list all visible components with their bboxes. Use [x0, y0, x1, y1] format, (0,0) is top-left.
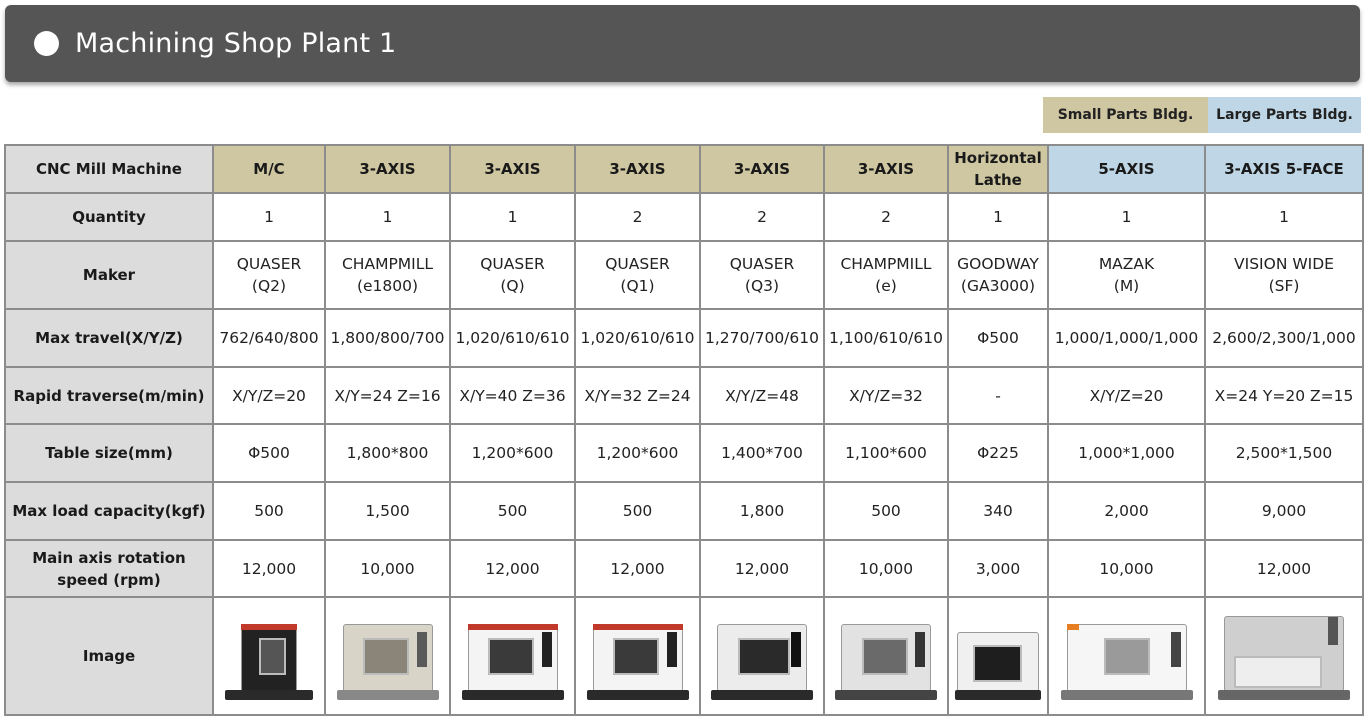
row-label-rapid: Rapid traverse(m/min) [5, 367, 213, 424]
maker-model: (GA3000) [960, 277, 1036, 295]
table-cell: 9,000 [1205, 482, 1363, 540]
table-row-image [5, 597, 1363, 715]
maker-name: QUASER [236, 255, 302, 273]
table-cell: 1,800 [700, 482, 824, 540]
maker-model: (Q1) [620, 277, 655, 295]
cnc-machine-photo [333, 610, 443, 702]
column-header: 3-AXIS [325, 145, 450, 193]
table-cell: X/Y/Z=48 [700, 367, 824, 424]
table-cell [575, 597, 700, 715]
table-cell: 2 [824, 193, 948, 241]
table-cell: 12,000 [213, 540, 325, 597]
table-cell: 10,000 [325, 540, 450, 597]
table-cell: 500 [450, 482, 575, 540]
cnc-machine-photo [953, 610, 1043, 702]
table-cell: 1,020/610/610 [575, 309, 700, 367]
table-cell: X/Y=32 Z=24 [575, 367, 700, 424]
table-cell [824, 241, 948, 309]
table-cell: 2,000 [1048, 482, 1205, 540]
table-cell [1205, 597, 1363, 715]
column-header: 3-AXIS [824, 145, 948, 193]
table-row-maker [5, 241, 1363, 309]
table-row-spindle [5, 540, 1363, 597]
page-title: Machining Shop Plant 1 [75, 28, 397, 59]
row-label-maker: Maker [5, 241, 213, 309]
table-cell [213, 597, 325, 715]
maker-model: (M) [1113, 277, 1140, 295]
table-cell: Φ500 [948, 309, 1048, 367]
cnc-machine-photo [1214, 610, 1354, 702]
table-cell: Φ500 [213, 424, 325, 482]
maker-model: (Q3) [744, 277, 780, 295]
table-cell: 1 [1048, 193, 1205, 241]
cnc-machine-photo [458, 610, 568, 702]
column-header: 3-AXIS 5-FACE [1205, 145, 1363, 193]
table-row-quantity [5, 193, 1363, 241]
maker-name: QUASER [605, 255, 670, 273]
maker-model: (SF) [1268, 277, 1300, 295]
table-cell: 1,200*600 [450, 424, 575, 482]
column-header: 5-AXIS [1048, 145, 1205, 193]
table-cell: 2 [575, 193, 700, 241]
table-row-machine [5, 145, 1363, 193]
column-header: 3-AXIS [575, 145, 700, 193]
row-label-quantity: Quantity [5, 193, 213, 241]
table-cell: 1,200*600 [575, 424, 700, 482]
table-cell [325, 597, 450, 715]
table-cell: 2 [700, 193, 824, 241]
cnc-machine-photo [831, 610, 941, 702]
table-cell: 762/640/800 [213, 309, 325, 367]
table-cell: 1 [948, 193, 1048, 241]
table-cell: 2,600/2,300/1,000 [1205, 309, 1363, 367]
table-row-max-load [5, 482, 1363, 540]
table-cell: 1,000*1,000 [1048, 424, 1205, 482]
maker-model: (Q2) [251, 277, 287, 295]
table-cell: X/Y/Z=32 [824, 367, 948, 424]
table-cell: X/Y=40 Z=36 [450, 367, 575, 424]
maker-model: (Q) [500, 277, 525, 295]
row-label-table-size: Table size(mm) [5, 424, 213, 482]
table-cell: 12,000 [700, 540, 824, 597]
cnc-machine-photo [583, 610, 693, 702]
table-cell: 1 [1205, 193, 1363, 241]
legend-small-parts: Small Parts Bldg. [1043, 97, 1208, 133]
cnc-machine-photo [1057, 610, 1197, 702]
table-cell [700, 241, 824, 309]
table-cell [575, 241, 700, 309]
maker-name: QUASER [729, 255, 795, 273]
table-cell: 340 [948, 482, 1048, 540]
table-row-max-travel [5, 309, 1363, 367]
table-cell [213, 241, 325, 309]
maker-name: VISION WIDE [1234, 255, 1334, 273]
legend-large-parts: Large Parts Bldg. [1208, 97, 1361, 133]
table-row-table-size [5, 424, 1363, 482]
table-cell: 12,000 [575, 540, 700, 597]
table-cell [450, 597, 575, 715]
table-cell [1048, 241, 1205, 309]
maker-model: (e1800) [356, 277, 419, 295]
table-cell: 1 [213, 193, 325, 241]
table-cell: 10,000 [824, 540, 948, 597]
maker-name: CHAMPMILL [840, 255, 932, 273]
table-cell: 500 [824, 482, 948, 540]
table-cell [450, 241, 575, 309]
column-header: 3-AXIS [700, 145, 824, 193]
table-cell: 1,800/800/700 [325, 309, 450, 367]
table-cell: 1 [450, 193, 575, 241]
table-cell [1048, 597, 1205, 715]
bullet-circle-icon [34, 31, 59, 56]
maker-name: QUASER [480, 255, 545, 273]
maker-model: (e) [875, 277, 897, 295]
table-cell: 1,000/1,000/1,000 [1048, 309, 1205, 367]
row-label-max-load: Max load capacity(kgf) [5, 482, 213, 540]
table-cell: Φ225 [948, 424, 1048, 482]
title-bar [5, 5, 1360, 82]
table-cell: 10,000 [1048, 540, 1205, 597]
table-cell: 12,000 [1205, 540, 1363, 597]
table-cell: - [948, 367, 1048, 424]
maker-name: CHAMPMILL [341, 255, 434, 273]
table-cell: X=24 Y=20 Z=15 [1205, 367, 1363, 424]
table-cell: 1,100/610/610 [824, 309, 948, 367]
maker-name: MAZAK [1098, 255, 1155, 273]
column-header: 3-AXIS [450, 145, 575, 193]
table-cell: 3,000 [948, 540, 1048, 597]
column-header: Horizontal Lathe [948, 145, 1048, 193]
table-cell: 1,270/700/610 [700, 309, 824, 367]
table-cell [824, 597, 948, 715]
table-cell [325, 241, 450, 309]
row-label-machine: CNC Mill Machine [5, 145, 213, 193]
table-cell: 1,800*800 [325, 424, 450, 482]
table-cell: 1 [325, 193, 450, 241]
column-header: M/C [213, 145, 325, 193]
maker-name: GOODWAY [957, 255, 1039, 273]
table-cell: 12,000 [450, 540, 575, 597]
table-row-rapid [5, 367, 1363, 424]
table-cell: 1,100*600 [824, 424, 948, 482]
table-cell: 1,500 [325, 482, 450, 540]
row-label-image: Image [5, 597, 213, 715]
cnc-machine-photo [221, 610, 317, 702]
table-cell: 500 [575, 482, 700, 540]
table-cell: 1,020/610/610 [450, 309, 575, 367]
table-cell: X/Y/Z=20 [213, 367, 325, 424]
cnc-machine-photo [707, 610, 817, 702]
table-cell [948, 241, 1048, 309]
row-label-spindle: Main axis rotation speed (rpm) [5, 540, 213, 597]
row-label-max-travel: Max travel(X/Y/Z) [5, 309, 213, 367]
table-cell [700, 597, 824, 715]
table-cell [1205, 241, 1363, 309]
table-cell: X/Y=24 Z=16 [325, 367, 450, 424]
machine-spec-table [4, 144, 1364, 716]
table-cell: X/Y/Z=20 [1048, 367, 1205, 424]
table-cell: 2,500*1,500 [1205, 424, 1363, 482]
table-cell [948, 597, 1048, 715]
table-cell: 500 [213, 482, 325, 540]
table-cell: 1,400*700 [700, 424, 824, 482]
